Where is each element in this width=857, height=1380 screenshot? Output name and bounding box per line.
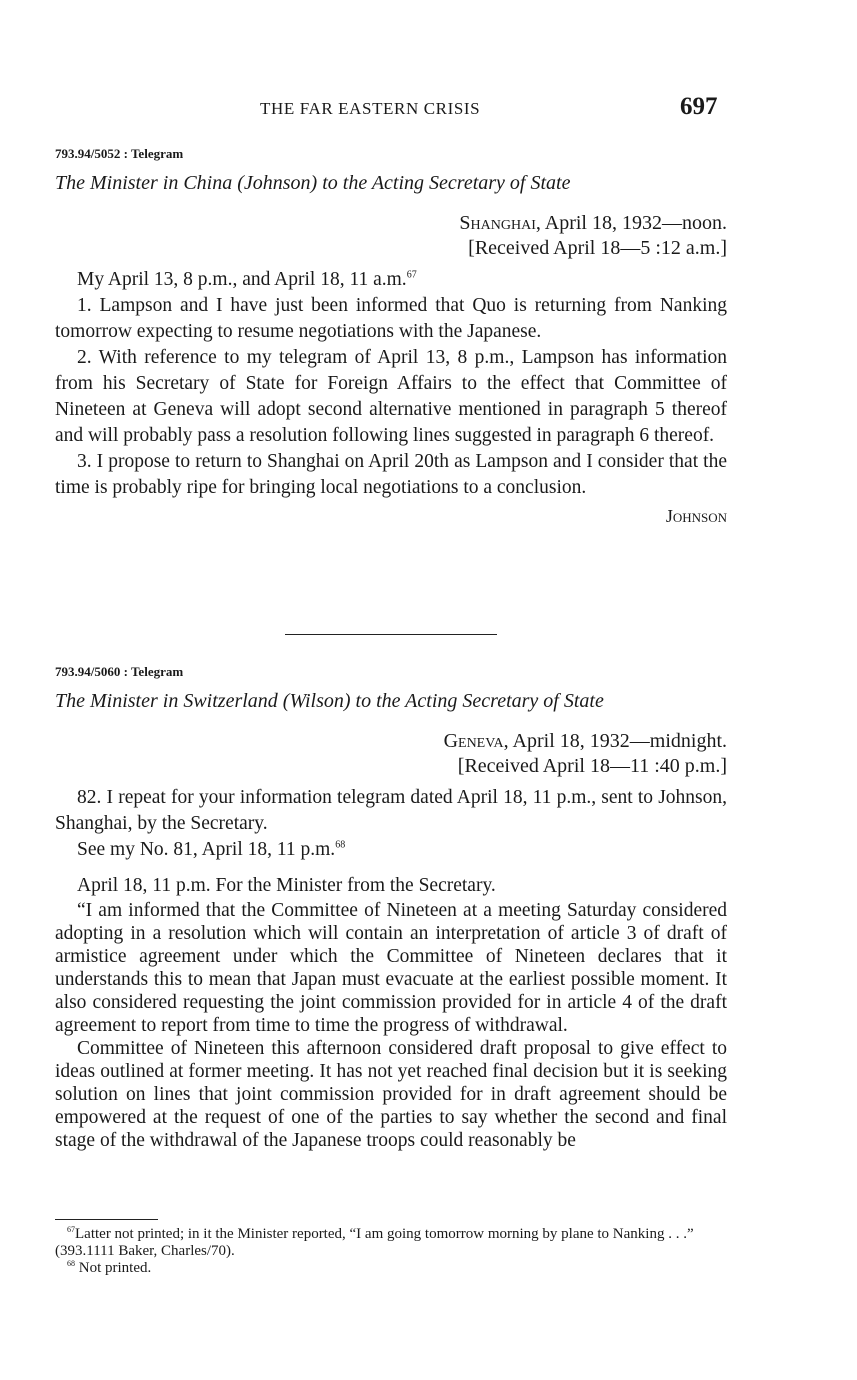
- footnote-rule: [55, 1219, 158, 1220]
- received-line: [Received April 18—5 :12 a.m.]: [468, 237, 727, 259]
- paragraph: See my No. 81, April 18, 11 p.m.$^{68}$: [77, 839, 346, 860]
- dateline: [55, 729, 727, 754]
- telegram-body: [55, 267, 727, 501]
- signature: Johnson: [665, 506, 727, 526]
- paragraph: 3. I propose to return to Shanghai on April 20th as Lampson and I consider that the time is probably ripe for bringing local negotiations to a conclusion.: [55, 451, 727, 498]
- paragraph: 2. With reference to my telegram of April 13, 8 p.m., Lampson has information from his Secretary of State for Foreign Affairs to the effect that Committee of Nineteen at Geneva will adopt second alternative mentioned in paragraph 5 thereof and will probably pass a resolution following lines suggested in paragraph 6 thereof.: [55, 347, 727, 446]
- telegram-1: [55, 146, 727, 527]
- running-title: THE FAR EASTERN CRISIS: [260, 99, 481, 118]
- dateline: [55, 211, 727, 236]
- paragraph: April 18, 11 p.m. For the Minister from the Secretary.: [77, 875, 496, 896]
- quoted-telegram: [55, 899, 727, 1152]
- footnote-ref: 68: [335, 839, 346, 851]
- footnote: $^{68}$ Not printed.: [67, 1259, 152, 1276]
- paragraph: 82. I repeat for your information telegram dated April 18, 11 p.m., sent to Johnson, Shanghai, by the Secretary.: [55, 787, 727, 834]
- footnote: $^{67}$Latter not printed; in it the Minister reported, “I am going tomorrow morning by plane to Nanking . . .” (393.1111 Baker, Charles/70).: [55, 1225, 694, 1259]
- section-divider: [285, 634, 497, 635]
- dateline-place: Geneva: [443, 730, 504, 752]
- dateline-date: , April 18, 1932—midnight.: [503, 730, 727, 752]
- page-number: 697: [680, 93, 718, 120]
- telegram-2: [55, 664, 727, 1152]
- footnotes: [55, 1226, 727, 1277]
- intro-paragraph: My April 13, 8 p.m., and April 18, 11 a.m.$^{67}$: [77, 269, 417, 290]
- file-number: 793.94/5060 : Telegram: [55, 664, 184, 679]
- dateline-date: , April 18, 1932—noon.: [535, 212, 727, 234]
- received-line: [Received April 18—11 :40 p.m.]: [457, 755, 727, 777]
- quote-paragraph: “I am informed that the Committee of Nineteen at a meeting Saturday considered adopting in a resolution which will contain an interpretation of article 3 of draft of armistice agreement under which the Committee of Nineteen declares that it understands this to mean that Japan must evacuate at the earliest possible moment. It also considered requesting the joint commission provided for in article 4 of the draft agreement to report from time to time the progress of withdrawal.: [55, 900, 727, 1036]
- telegram-body: [55, 785, 727, 899]
- telegram-headline: The Minister in Switzerland (Wilson) to the Acting Secretary of State: [55, 690, 604, 712]
- quote-paragraph: Committee of Nineteen this afternoon considered draft proposal to give effect to ideas outlined at former meeting. It has not yet reached final decision but it is seeking solution on lines that joint commission provided for in draft agreement should be empowered at the request of one of the parties to say whether the second and final stage of the withdrawal of the Japanese troops could reasonably be: [55, 1038, 727, 1151]
- running-head: [0, 93, 857, 125]
- footnote-ref: 67: [406, 269, 417, 281]
- paragraph: 1. Lampson and I have just been informed that Quo is returning from Nanking tomorrow expecting to resume negotiations with the Japanese.: [55, 295, 727, 342]
- file-number: 793.94/5052 : Telegram: [55, 146, 184, 161]
- dateline-place: Shanghai: [459, 212, 536, 234]
- telegram-headline: The Minister in China (Johnson) to the Acting Secretary of State: [55, 172, 571, 194]
